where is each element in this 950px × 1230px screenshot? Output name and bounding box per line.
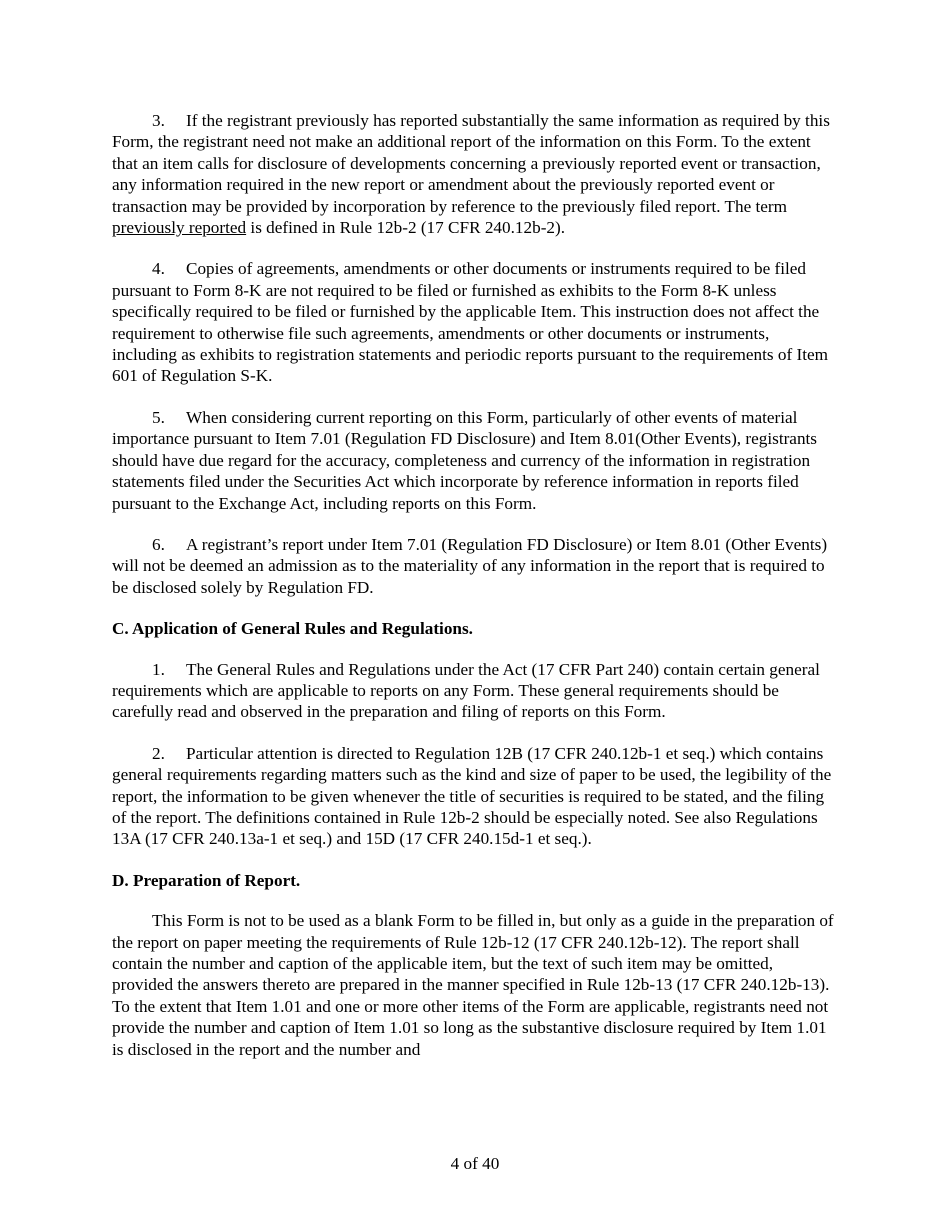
section-d-heading: D. Preparation of Report. xyxy=(112,870,301,890)
document-page xyxy=(112,110,836,1080)
paragraph-c1 xyxy=(112,659,836,723)
paragraph-b3 xyxy=(112,110,836,238)
paragraph-b6 xyxy=(112,534,836,598)
section-c-heading: C. Application of General Rules and Regulations. xyxy=(112,619,473,639)
paragraph-text: The General Rules and Regulations under the Act (17 CFR Part 240) contain certain general requirements which are applicable to reports on any Form. These general requirements should be carefully read and observed in the preparation and filing of reports on this Form. xyxy=(112,659,820,722)
paragraph-text: A registrant’s report under Item 7.01 (Regulation FD Disclosure) or Item 8.01 (Other Events) will not be deemed an admission as to the materiality of any information in the report that is required to be disclosed solely by Regulation FD. xyxy=(112,534,828,597)
paragraph-number: 6. xyxy=(152,534,165,554)
paragraph-text-end: is defined in Rule 12b-2 (17 CFR 240.12b-2). xyxy=(246,218,566,238)
defined-term: previously reported xyxy=(112,218,247,238)
paragraph-number: 3. xyxy=(152,111,165,130)
paragraph-text: Particular attention is directed to Regulation 12B (17 CFR 240.12b-1 et seq.) which contains general requirements regarding matters such as the kind and size of paper to be used, the legibility of the report, the information to be given whenever the title of securities is required to be stated, and the filing of the report. The definitions contained in Rule 12b-2 should be especially noted. See also Regulations 13A (17 CFR 240.13a-1 et seq.) and 15D (17 CFR 240.15d-1 et seq.). xyxy=(112,743,832,849)
paragraph-text: If the registrant previously has reported substantially the same information as required by this Form, the registrant need not make an additional report of the information on this Form. To the extent that an item calls for disclosure of developments concerning a previously reported event or transaction, any information required in the new report or amendment about the previously reported event or transaction may be provided by incorporation by reference to the previously filed report. The term xyxy=(112,111,830,216)
paragraph-text: When considering current reporting on this Form, particularly of other events of material importance pursuant to Item 7.01 (Regulation FD Disclosure) and Item 8.01(Other Events), registrants should have due regard for the accuracy, completeness and currency of the information in registration statements filed under the Securities Act which incorporate by reference information in reports filed pursuant to the Exchange Act, including reports on this Form. xyxy=(112,407,817,513)
paragraph-number: 1. xyxy=(152,659,165,679)
paragraph-c2 xyxy=(112,743,836,850)
paragraph-number: 4. xyxy=(152,259,165,279)
paragraph-number: 5. xyxy=(152,407,165,427)
paragraph-b4 xyxy=(112,258,836,386)
paragraph-number: 2. xyxy=(152,743,165,763)
page-number: 4 of 40 xyxy=(450,1154,500,1173)
paragraph-b5 xyxy=(112,407,836,514)
paragraph-d: This Form is not to be used as a blank Form to be filled in, but only as a guide in the preparation of the report on paper meeting the requirements of Rule 12b-12 (17 CFR 240.12b-12). The report shall contain the number and caption of the applicable item, but the text of such item may be omitted, provided the answers thereto are prepared in the manner specified in Rule 12b-13 (17 CFR 240.12b-13). To the extent that Item 1.01 and one or more other items of the Form are applicable, registrants need not provide the number and caption of Item 1.01 so long as the substantive disclosure required by Item 1.01 is disclosed in the report and the number and xyxy=(112,911,834,1059)
paragraph-text: Copies of agreements, amendments or other documents or instruments required to be filed pursuant to Form 8-K are not required to be filed or furnished as exhibits to the Form 8-K unless specifically required to be filed or furnished by the applicable Item. This instruction does not affect the requirement to otherwise file such agreements, amendments or other documents or instruments, including as exhibits to registration statements and periodic reports pursuant to the requirements of Item 601 of Regulation S-K. xyxy=(112,259,828,386)
